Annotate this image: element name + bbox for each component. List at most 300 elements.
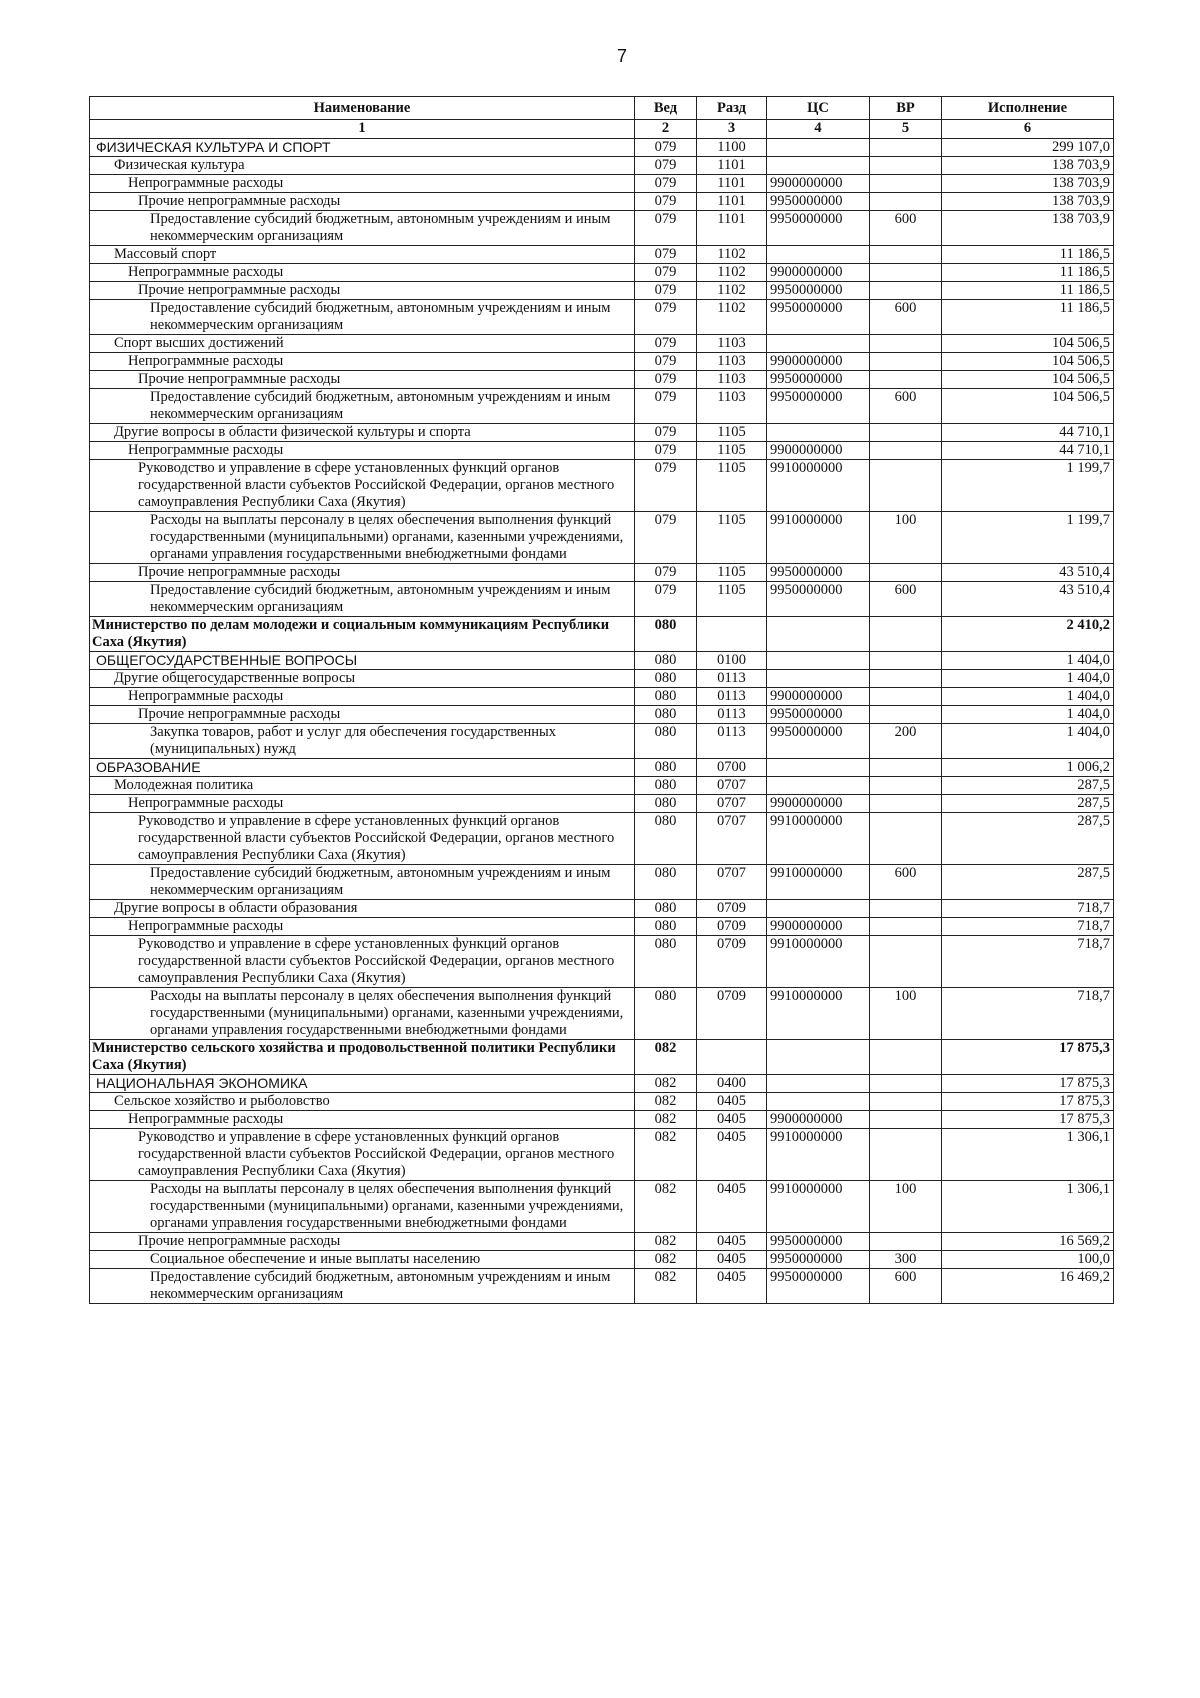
row-amount: 1 404,0 bbox=[942, 652, 1114, 670]
row-razd: 0113 bbox=[697, 724, 767, 759]
row-razd: 0707 bbox=[697, 865, 767, 900]
row-ved: 079 bbox=[635, 512, 697, 564]
row-razd: 0100 bbox=[697, 652, 767, 670]
row-vr bbox=[870, 371, 942, 389]
row-cs: 9910000000 bbox=[767, 1129, 870, 1181]
row-cs: 9900000000 bbox=[767, 688, 870, 706]
row-name: Другие общегосударственные вопросы bbox=[90, 670, 635, 688]
row-cs: 9900000000 bbox=[767, 918, 870, 936]
row-ved: 080 bbox=[635, 652, 697, 670]
row-cs: 9950000000 bbox=[767, 1233, 870, 1251]
row-amount: 138 703,9 bbox=[942, 211, 1114, 246]
row-vr bbox=[870, 353, 942, 371]
row-name: Прочие непрограммные расходы bbox=[90, 282, 635, 300]
row-cs bbox=[767, 759, 870, 777]
row-cs: 9950000000 bbox=[767, 1251, 870, 1269]
row-razd: 0707 bbox=[697, 795, 767, 813]
row-amount: 1 199,7 bbox=[942, 512, 1114, 564]
row-cs: 9900000000 bbox=[767, 175, 870, 193]
table-row bbox=[90, 1075, 1114, 1093]
row-cs bbox=[767, 424, 870, 442]
row-cs: 9900000000 bbox=[767, 353, 870, 371]
header-razd: Разд bbox=[697, 97, 767, 120]
table-row bbox=[90, 335, 1114, 353]
row-name: Непрограммные расходы bbox=[90, 918, 635, 936]
row-name: Руководство и управление в сфере установленных функций органов государственной власти субъектов Российской Федерации, органов местного самоуправления Республики Саха (Якутия) bbox=[90, 936, 635, 988]
row-amount: 100,0 bbox=[942, 1251, 1114, 1269]
row-amount: 287,5 bbox=[942, 865, 1114, 900]
table-row bbox=[90, 936, 1114, 988]
row-cs: 9950000000 bbox=[767, 282, 870, 300]
row-ved: 082 bbox=[635, 1040, 697, 1075]
row-amount: 287,5 bbox=[942, 777, 1114, 795]
row-ved: 079 bbox=[635, 460, 697, 512]
row-vr: 200 bbox=[870, 724, 942, 759]
row-ved: 079 bbox=[635, 193, 697, 211]
column-number: 3 bbox=[697, 120, 767, 139]
row-amount: 1 404,0 bbox=[942, 688, 1114, 706]
row-vr bbox=[870, 139, 942, 157]
row-name: Расходы на выплаты персоналу в целях обеспечения выполнения функций государственными (муниципальными) органами, казенными учреждениями, органами управления государственными внебюджетными фондами bbox=[90, 1181, 635, 1233]
row-amount: 11 186,5 bbox=[942, 264, 1114, 282]
row-cs: 9910000000 bbox=[767, 988, 870, 1040]
row-vr: 600 bbox=[870, 582, 942, 617]
row-amount: 718,7 bbox=[942, 918, 1114, 936]
row-amount: 104 506,5 bbox=[942, 389, 1114, 424]
table-row bbox=[90, 512, 1114, 564]
column-number: 2 bbox=[635, 120, 697, 139]
row-vr bbox=[870, 1129, 942, 1181]
row-amount: 138 703,9 bbox=[942, 157, 1114, 175]
table-row bbox=[90, 617, 1114, 652]
row-amount: 44 710,1 bbox=[942, 442, 1114, 460]
row-ved: 080 bbox=[635, 918, 697, 936]
row-name: Закупка товаров, работ и услуг для обеспечения государственных (муниципальных) нужд bbox=[90, 724, 635, 759]
row-razd: 0405 bbox=[697, 1129, 767, 1181]
row-name: Министерство сельского хозяйства и продовольственной политики Республики Саха (Якутия) bbox=[90, 1040, 635, 1075]
header-ved: Вед bbox=[635, 97, 697, 120]
row-cs: 9950000000 bbox=[767, 1269, 870, 1304]
row-ved: 079 bbox=[635, 442, 697, 460]
row-ved: 079 bbox=[635, 564, 697, 582]
row-ved: 080 bbox=[635, 795, 697, 813]
row-razd: 0400 bbox=[697, 1075, 767, 1093]
row-vr bbox=[870, 564, 942, 582]
table-row bbox=[90, 988, 1114, 1040]
row-vr bbox=[870, 442, 942, 460]
page-number: 7 bbox=[616, 46, 627, 66]
table-body bbox=[90, 139, 1114, 1304]
table-row bbox=[90, 652, 1114, 670]
row-razd: 1103 bbox=[697, 353, 767, 371]
row-cs: 9950000000 bbox=[767, 371, 870, 389]
row-razd: 1101 bbox=[697, 193, 767, 211]
row-razd: 1100 bbox=[697, 139, 767, 157]
header-row bbox=[90, 97, 1114, 120]
row-cs bbox=[767, 900, 870, 918]
table-row bbox=[90, 193, 1114, 211]
row-name: Расходы на выплаты персоналу в целях обеспечения выполнения функций государственными (муниципальными) органами, казенными учреждениями, органами управления государственными внебюджетными фондами bbox=[90, 512, 635, 564]
row-vr bbox=[870, 936, 942, 988]
table-row bbox=[90, 918, 1114, 936]
table-row bbox=[90, 1269, 1114, 1304]
column-number-row bbox=[90, 120, 1114, 139]
row-cs bbox=[767, 652, 870, 670]
row-cs: 9950000000 bbox=[767, 582, 870, 617]
table-row bbox=[90, 246, 1114, 264]
header-vr: ВР bbox=[870, 97, 942, 120]
row-cs bbox=[767, 1075, 870, 1093]
row-amount: 11 186,5 bbox=[942, 246, 1114, 264]
table-row bbox=[90, 371, 1114, 389]
row-ved: 080 bbox=[635, 865, 697, 900]
row-razd: 0405 bbox=[697, 1233, 767, 1251]
row-ved: 082 bbox=[635, 1181, 697, 1233]
row-razd: 0405 bbox=[697, 1111, 767, 1129]
row-name: Непрограммные расходы bbox=[90, 353, 635, 371]
row-name: Другие вопросы в области образования bbox=[90, 900, 635, 918]
table-row bbox=[90, 353, 1114, 371]
row-cs: 9950000000 bbox=[767, 211, 870, 246]
row-razd: 1105 bbox=[697, 442, 767, 460]
table-row bbox=[90, 1040, 1114, 1075]
row-cs bbox=[767, 139, 870, 157]
row-cs: 9950000000 bbox=[767, 300, 870, 335]
row-vr: 600 bbox=[870, 389, 942, 424]
row-vr bbox=[870, 424, 942, 442]
row-cs: 9910000000 bbox=[767, 936, 870, 988]
table-row bbox=[90, 777, 1114, 795]
row-amount: 1 306,1 bbox=[942, 1181, 1114, 1233]
table-row bbox=[90, 1181, 1114, 1233]
table-row bbox=[90, 211, 1114, 246]
row-razd bbox=[697, 617, 767, 652]
row-amount: 44 710,1 bbox=[942, 424, 1114, 442]
row-amount: 17 875,3 bbox=[942, 1093, 1114, 1111]
row-name: ОБЩЕГОСУДАРСТВЕННЫЕ ВОПРОСЫ bbox=[90, 652, 635, 670]
row-razd: 1101 bbox=[697, 175, 767, 193]
row-name: Предоставление субсидий бюджетным, автономным учреждениям и иным некоммерческим организациям bbox=[90, 582, 635, 617]
row-ved: 079 bbox=[635, 157, 697, 175]
row-name: НАЦИОНАЛЬНАЯ ЭКОНОМИКА bbox=[90, 1075, 635, 1093]
row-razd: 0405 bbox=[697, 1269, 767, 1304]
row-razd: 0707 bbox=[697, 777, 767, 795]
row-amount: 718,7 bbox=[942, 900, 1114, 918]
row-cs: 9950000000 bbox=[767, 389, 870, 424]
row-amount: 1 404,0 bbox=[942, 670, 1114, 688]
row-cs: 9900000000 bbox=[767, 264, 870, 282]
row-razd: 1102 bbox=[697, 300, 767, 335]
row-name: Другие вопросы в области физической культуры и спорта bbox=[90, 424, 635, 442]
row-vr bbox=[870, 670, 942, 688]
row-ved: 080 bbox=[635, 900, 697, 918]
table-row bbox=[90, 582, 1114, 617]
row-ved: 079 bbox=[635, 424, 697, 442]
row-name: Прочие непрограммные расходы bbox=[90, 371, 635, 389]
row-amount: 16 469,2 bbox=[942, 1269, 1114, 1304]
table-row bbox=[90, 424, 1114, 442]
row-ved: 079 bbox=[635, 353, 697, 371]
row-name: Социальное обеспечение и иные выплаты населению bbox=[90, 1251, 635, 1269]
row-vr: 100 bbox=[870, 1181, 942, 1233]
row-ved: 080 bbox=[635, 988, 697, 1040]
row-cs: 9910000000 bbox=[767, 813, 870, 865]
row-cs: 9910000000 bbox=[767, 460, 870, 512]
row-name: Непрограммные расходы bbox=[90, 1111, 635, 1129]
row-razd: 1105 bbox=[697, 460, 767, 512]
row-cs: 9910000000 bbox=[767, 865, 870, 900]
row-ved: 080 bbox=[635, 706, 697, 724]
table-row bbox=[90, 1093, 1114, 1111]
row-amount: 17 875,3 bbox=[942, 1075, 1114, 1093]
row-ved: 079 bbox=[635, 246, 697, 264]
row-razd: 0709 bbox=[697, 918, 767, 936]
row-ved: 079 bbox=[635, 582, 697, 617]
table-row bbox=[90, 460, 1114, 512]
row-ved: 080 bbox=[635, 813, 697, 865]
row-ved: 082 bbox=[635, 1129, 697, 1181]
row-vr bbox=[870, 777, 942, 795]
row-amount: 1 404,0 bbox=[942, 724, 1114, 759]
row-name: Предоставление субсидий бюджетным, автономным учреждениям и иным некоммерческим организациям bbox=[90, 389, 635, 424]
row-name: Непрограммные расходы bbox=[90, 264, 635, 282]
row-name: Предоставление субсидий бюджетным, автономным учреждениям и иным некоммерческим организациям bbox=[90, 211, 635, 246]
table-row bbox=[90, 264, 1114, 282]
row-name: Предоставление субсидий бюджетным, автономным учреждениям и иным некоммерческим организациям bbox=[90, 1269, 635, 1304]
table-row bbox=[90, 865, 1114, 900]
row-razd: 1103 bbox=[697, 335, 767, 353]
row-amount: 104 506,5 bbox=[942, 371, 1114, 389]
table-row bbox=[90, 900, 1114, 918]
header-amount: Исполнение bbox=[942, 97, 1114, 120]
row-ved: 080 bbox=[635, 688, 697, 706]
row-name: Спорт высших достижений bbox=[90, 335, 635, 353]
row-name: Молодежная политика bbox=[90, 777, 635, 795]
row-vr bbox=[870, 795, 942, 813]
row-amount: 11 186,5 bbox=[942, 282, 1114, 300]
row-name: Руководство и управление в сфере установленных функций органов государственной власти субъектов Российской Федерации, органов местного самоуправления Республики Саха (Якутия) bbox=[90, 813, 635, 865]
table-row bbox=[90, 670, 1114, 688]
row-vr bbox=[870, 813, 942, 865]
row-name: Прочие непрограммные расходы bbox=[90, 193, 635, 211]
row-cs: 9900000000 bbox=[767, 1111, 870, 1129]
row-name: Предоставление субсидий бюджетным, автономным учреждениям и иным некоммерческим организациям bbox=[90, 865, 635, 900]
row-cs: 9900000000 bbox=[767, 442, 870, 460]
row-cs bbox=[767, 1040, 870, 1075]
row-vr bbox=[870, 246, 942, 264]
header-name: Наименование bbox=[90, 97, 635, 120]
row-razd: 0405 bbox=[697, 1181, 767, 1233]
row-razd: 0113 bbox=[697, 688, 767, 706]
table-row bbox=[90, 442, 1114, 460]
row-vr: 100 bbox=[870, 988, 942, 1040]
row-cs bbox=[767, 1093, 870, 1111]
row-razd: 1103 bbox=[697, 389, 767, 424]
row-razd: 1105 bbox=[697, 564, 767, 582]
table-row bbox=[90, 795, 1114, 813]
row-vr bbox=[870, 617, 942, 652]
row-amount: 104 506,5 bbox=[942, 335, 1114, 353]
row-ved: 079 bbox=[635, 211, 697, 246]
row-vr bbox=[870, 1075, 942, 1093]
row-amount: 11 186,5 bbox=[942, 300, 1114, 335]
row-amount: 17 875,3 bbox=[942, 1040, 1114, 1075]
row-cs: 9910000000 bbox=[767, 1181, 870, 1233]
row-razd: 0113 bbox=[697, 670, 767, 688]
row-ved: 079 bbox=[635, 300, 697, 335]
row-name: Массовый спорт bbox=[90, 246, 635, 264]
row-amount: 104 506,5 bbox=[942, 353, 1114, 371]
row-amount: 16 569,2 bbox=[942, 1233, 1114, 1251]
table-row bbox=[90, 813, 1114, 865]
column-number: 1 bbox=[90, 120, 635, 139]
row-name: Непрограммные расходы bbox=[90, 442, 635, 460]
row-vr: 100 bbox=[870, 512, 942, 564]
row-amount: 299 107,0 bbox=[942, 139, 1114, 157]
row-cs bbox=[767, 670, 870, 688]
row-razd: 1102 bbox=[697, 282, 767, 300]
row-name: Прочие непрограммные расходы bbox=[90, 564, 635, 582]
table-row bbox=[90, 706, 1114, 724]
row-vr: 600 bbox=[870, 865, 942, 900]
row-amount: 43 510,4 bbox=[942, 564, 1114, 582]
row-vr bbox=[870, 264, 942, 282]
row-vr bbox=[870, 1040, 942, 1075]
table-row bbox=[90, 282, 1114, 300]
row-cs bbox=[767, 246, 870, 264]
row-vr bbox=[870, 706, 942, 724]
table-row bbox=[90, 688, 1114, 706]
row-cs: 9950000000 bbox=[767, 193, 870, 211]
row-ved: 079 bbox=[635, 282, 697, 300]
row-razd: 0709 bbox=[697, 988, 767, 1040]
row-razd: 0707 bbox=[697, 813, 767, 865]
row-name: Министерство по делам молодежи и социальным коммуникациям Республики Саха (Якутия) bbox=[90, 617, 635, 652]
row-name: Прочие непрограммные расходы bbox=[90, 706, 635, 724]
table-row bbox=[90, 1233, 1114, 1251]
row-name: Непрограммные расходы bbox=[90, 795, 635, 813]
row-razd: 0709 bbox=[697, 900, 767, 918]
row-razd: 1101 bbox=[697, 211, 767, 246]
row-ved: 082 bbox=[635, 1093, 697, 1111]
row-cs: 9950000000 bbox=[767, 706, 870, 724]
column-number: 4 bbox=[767, 120, 870, 139]
row-ved: 080 bbox=[635, 777, 697, 795]
row-amount: 287,5 bbox=[942, 813, 1114, 865]
table-row bbox=[90, 1251, 1114, 1269]
row-razd: 1103 bbox=[697, 371, 767, 389]
row-amount: 1 006,2 bbox=[942, 759, 1114, 777]
row-ved: 080 bbox=[635, 724, 697, 759]
row-razd: 1105 bbox=[697, 424, 767, 442]
row-ved: 079 bbox=[635, 139, 697, 157]
row-ved: 080 bbox=[635, 670, 697, 688]
row-vr bbox=[870, 335, 942, 353]
row-name: Прочие непрограммные расходы bbox=[90, 1233, 635, 1251]
row-vr bbox=[870, 460, 942, 512]
row-razd: 0405 bbox=[697, 1093, 767, 1111]
row-amount: 1 306,1 bbox=[942, 1129, 1114, 1181]
row-razd: 1105 bbox=[697, 512, 767, 564]
table-row bbox=[90, 139, 1114, 157]
row-vr: 600 bbox=[870, 211, 942, 246]
row-name: ФИЗИЧЕСКАЯ КУЛЬТУРА И СПОРТ bbox=[90, 139, 635, 157]
row-amount: 718,7 bbox=[942, 988, 1114, 1040]
row-ved: 082 bbox=[635, 1075, 697, 1093]
row-vr bbox=[870, 193, 942, 211]
row-amount: 718,7 bbox=[942, 936, 1114, 988]
table-row bbox=[90, 157, 1114, 175]
row-amount: 1 199,7 bbox=[942, 460, 1114, 512]
table-row bbox=[90, 564, 1114, 582]
row-amount: 138 703,9 bbox=[942, 175, 1114, 193]
row-cs bbox=[767, 617, 870, 652]
row-vr bbox=[870, 1093, 942, 1111]
row-name: Предоставление субсидий бюджетным, автономным учреждениям и иным некоммерческим организациям bbox=[90, 300, 635, 335]
row-amount: 287,5 bbox=[942, 795, 1114, 813]
row-vr bbox=[870, 1233, 942, 1251]
table-row bbox=[90, 759, 1114, 777]
row-razd: 0405 bbox=[697, 1251, 767, 1269]
row-cs bbox=[767, 335, 870, 353]
row-name: Руководство и управление в сфере установленных функций органов государственной власти субъектов Российской Федерации, органов местного самоуправления Республики Саха (Якутия) bbox=[90, 460, 635, 512]
table-row bbox=[90, 1111, 1114, 1129]
row-ved: 079 bbox=[635, 371, 697, 389]
row-name: ОБРАЗОВАНИЕ bbox=[90, 759, 635, 777]
row-vr bbox=[870, 918, 942, 936]
row-razd: 1101 bbox=[697, 157, 767, 175]
row-razd: 1102 bbox=[697, 264, 767, 282]
row-ved: 080 bbox=[635, 936, 697, 988]
row-name: Руководство и управление в сфере установленных функций органов государственной власти субъектов Российской Федерации, органов местного самоуправления Республики Саха (Якутия) bbox=[90, 1129, 635, 1181]
row-cs: 9910000000 bbox=[767, 512, 870, 564]
row-name: Непрограммные расходы bbox=[90, 175, 635, 193]
row-ved: 080 bbox=[635, 759, 697, 777]
row-ved: 082 bbox=[635, 1233, 697, 1251]
row-razd: 0113 bbox=[697, 706, 767, 724]
row-cs bbox=[767, 777, 870, 795]
table-row bbox=[90, 1129, 1114, 1181]
row-razd bbox=[697, 1040, 767, 1075]
row-amount: 17 875,3 bbox=[942, 1111, 1114, 1129]
row-amount: 1 404,0 bbox=[942, 706, 1114, 724]
row-ved: 079 bbox=[635, 264, 697, 282]
row-cs: 9950000000 bbox=[767, 564, 870, 582]
row-razd: 1105 bbox=[697, 582, 767, 617]
row-vr bbox=[870, 759, 942, 777]
row-ved: 079 bbox=[635, 175, 697, 193]
row-name: Сельское хозяйство и рыболовство bbox=[90, 1093, 635, 1111]
column-number: 5 bbox=[870, 120, 942, 139]
row-amount: 2 410,2 bbox=[942, 617, 1114, 652]
row-amount: 43 510,4 bbox=[942, 582, 1114, 617]
row-vr bbox=[870, 175, 942, 193]
table-row bbox=[90, 175, 1114, 193]
row-vr bbox=[870, 652, 942, 670]
row-razd: 0709 bbox=[697, 936, 767, 988]
row-ved: 079 bbox=[635, 389, 697, 424]
row-amount: 138 703,9 bbox=[942, 193, 1114, 211]
table-row bbox=[90, 300, 1114, 335]
row-ved: 082 bbox=[635, 1269, 697, 1304]
row-razd: 1102 bbox=[697, 246, 767, 264]
header-cs: ЦС bbox=[767, 97, 870, 120]
row-cs bbox=[767, 157, 870, 175]
row-ved: 082 bbox=[635, 1251, 697, 1269]
row-vr: 600 bbox=[870, 300, 942, 335]
row-name: Физическая культура bbox=[90, 157, 635, 175]
row-name: Расходы на выплаты персоналу в целях обеспечения выполнения функций государственными (муниципальными) органами, казенными учреждениями, органами управления государственными внебюджетными фондами bbox=[90, 988, 635, 1040]
